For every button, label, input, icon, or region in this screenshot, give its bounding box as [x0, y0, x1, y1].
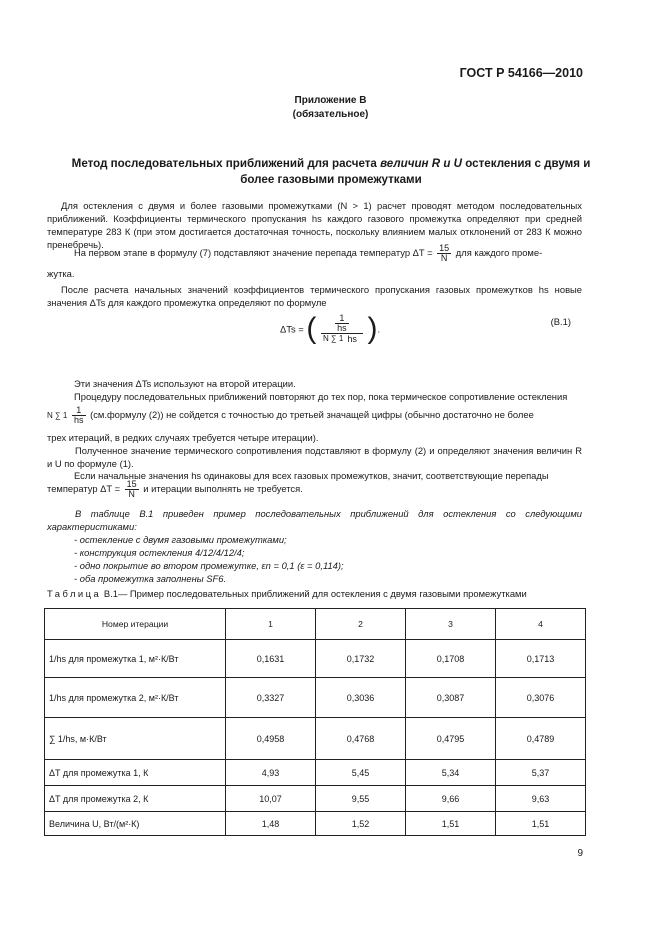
paragraph-7-line-1: Если начальные значения hs одинаковы для всех газовых промежутков, значит, соответствующие перепады: [74, 470, 549, 481]
table-cell: 10,07: [226, 786, 316, 812]
paragraph-2-continued: жутка.: [47, 268, 75, 279]
table-cell: 5,34: [406, 760, 496, 786]
section-title-part2: величин R и U: [380, 157, 463, 170]
header-col-3: 3: [406, 609, 496, 640]
table-cell: 0,1713: [496, 640, 586, 678]
table-header-row: [45, 609, 586, 640]
annex-title: Приложение В: [294, 95, 367, 106]
list-item-2: - конструкция остекления 4/12/4/12/4;: [74, 547, 245, 558]
table-cell: 9,55: [316, 786, 406, 812]
header-col-1: 1: [226, 609, 316, 640]
table-cell: 5,37: [496, 760, 586, 786]
p7-fraction-num: 15: [126, 479, 137, 489]
paragraph-6: Полученное значение термического сопротивления подставляют в формулу (2) и определяют значения величин R и U по формуле (1).: [47, 445, 582, 469]
paragraph-7-text-c: и итерации выполнять не требуется.: [143, 482, 303, 494]
fraction-numerator: 15: [439, 243, 450, 253]
equation-numerator: [321, 314, 363, 334]
table-cell: 0,3327: [226, 678, 316, 718]
paragraph-7-line-2: [47, 480, 555, 499]
list-item-4: - оба промежутка заполнены SF6.: [74, 573, 227, 584]
row-label: 1/hs для промежутка 2, м²·К/Вт: [45, 678, 226, 718]
header-col-2: 2: [316, 609, 406, 640]
right-paren: ): [367, 312, 378, 345]
table-cell: 0,3087: [406, 678, 496, 718]
eq-inner-num: 1: [335, 314, 349, 324]
table-caption-label: Таблица: [47, 588, 102, 599]
table-cell: 0,4958: [226, 718, 316, 760]
list-item-3: - одно покрытие во втором промежутке, εn = 0,1 (ε = 0,114);: [74, 560, 344, 571]
table-row: [45, 678, 586, 718]
paragraph-2: [74, 244, 582, 263]
row-label: ΔT для промежутка 2, К: [45, 786, 226, 812]
table-row: [45, 812, 586, 836]
p5-sum-symbol: N ∑ 1: [47, 410, 68, 420]
table-cell: 0,4795: [406, 718, 496, 760]
section-title-part1: Метод последовательных приближений для расчета: [71, 157, 381, 170]
table-row: [45, 718, 586, 760]
table-cell: 4,93: [226, 760, 316, 786]
table-cell: 0,3076: [496, 678, 586, 718]
paragraph-5-line-2: [47, 406, 582, 425]
row-label: ΔT для промежутка 1, К: [45, 760, 226, 786]
table-cell: 1,51: [406, 812, 496, 836]
paragraph-8: В таблице В.1 приведен пример последовательных приближений для остекления со следующими характеристиками:: [47, 508, 582, 532]
eq-sum-den: hs: [347, 333, 357, 344]
p5-fraction: [72, 406, 86, 425]
fraction-denominator: N: [440, 253, 448, 263]
table-cell: 0,1732: [316, 640, 406, 678]
equation-fraction: [321, 314, 363, 343]
table-cell: 1,48: [226, 812, 316, 836]
table-cell: 5,45: [316, 760, 406, 786]
list-item-1: - остекление с двумя газовыми промежутками;: [74, 534, 287, 545]
table-cell: 1,51: [496, 812, 586, 836]
section-title-part3: остекления с двумя и более газовыми промежутками: [240, 157, 591, 186]
paragraph-2-text-a: На первом этапе в формулу (7) подставляют значение перепада температур ΔT =: [74, 246, 433, 258]
table-cell: 0,1631: [226, 640, 316, 678]
table-cell: 0,4768: [316, 718, 406, 760]
paragraph-3: После расчета начальных значений коэффициентов термического пропускания газовых промежутков hs новые значения ΔTs для каждого промежутка определяют по формуле: [47, 284, 582, 308]
p7-fraction-den: N: [128, 489, 135, 499]
equation-label: (В.1): [550, 316, 571, 327]
table-row: [45, 640, 586, 678]
table-caption-number: В.1: [103, 588, 118, 599]
table-caption: [47, 588, 587, 599]
p5-fraction-den: hs: [73, 415, 84, 425]
eq-inner-den: hs: [337, 323, 347, 334]
fraction-15-n: [437, 244, 451, 263]
equation-lhs: ΔTs =: [280, 323, 304, 335]
paragraph-2-text-b: для каждого проме-: [455, 246, 543, 258]
paragraph-4: Эти значения ΔTs используют на второй итерации.: [74, 378, 296, 389]
page-number: 9: [577, 848, 583, 859]
paragraph-1: Для остекления с двумя и более газовыми промежутками (N > 1) расчет проводят методом последовательных приближений. Коэффициенты термического пропускания hs каждого газового промежутка определяют при средней температуре 283 К (при этом достигается достаточная точность, поскольку влиянием малых отклонений от 283 К можно пренебречь).: [47, 200, 582, 250]
eq-sum-symbol: N ∑ 1: [322, 334, 344, 344]
annex-status: (обязательное): [292, 109, 369, 120]
equation-b1: ΔTs = ( $\frac{1}{hs}$ N ∑ 1 hs ).: [280, 312, 381, 345]
p5-fraction-num: 1: [72, 406, 86, 416]
row-label: Величина U, Вт/(м²·К): [45, 812, 226, 836]
left-paren: (: [306, 312, 317, 345]
table-cell: 9,66: [406, 786, 496, 812]
p7-fraction: [125, 480, 139, 499]
table-caption-text: — Пример последовательных приближений для остекления с двумя газовыми промежутками: [117, 588, 527, 599]
paragraph-5-line-1: Процедуру последовательных приближений повторяют до тех пор, пока термическое сопротивление остекления: [74, 391, 568, 402]
header-col-4: 4: [496, 609, 586, 640]
table-row: [45, 786, 586, 812]
header-iteration-number: Номер итерации: [45, 609, 226, 640]
equation-denominator: [321, 334, 363, 343]
paragraph-5-text-b: (см.формулу (2)) не сойдется с точностью до третьей значащей цифры (обычно достаточно не более: [90, 408, 534, 420]
table-cell: 0,3036: [316, 678, 406, 718]
table-row: [45, 760, 586, 786]
table-cell: 9,63: [496, 786, 586, 812]
standard-header: ГОСТ Р 54166—2010: [459, 66, 583, 80]
paragraph-7-text-b: температур ΔT =: [47, 482, 121, 494]
table-cell: 0,1708: [406, 640, 496, 678]
paragraph-5-line-3: трех итераций, в редких случаях требуется четыре итерации).: [47, 432, 319, 443]
table-cell: 1,52: [316, 812, 406, 836]
row-label: ∑ 1/hs, м·К/Вт: [45, 718, 226, 760]
table-cell: 0,4789: [496, 718, 586, 760]
row-label: 1/hs для промежутка 1, м²·К/Вт: [45, 640, 226, 678]
section-title: [66, 156, 596, 188]
iterations-table: [44, 608, 586, 836]
